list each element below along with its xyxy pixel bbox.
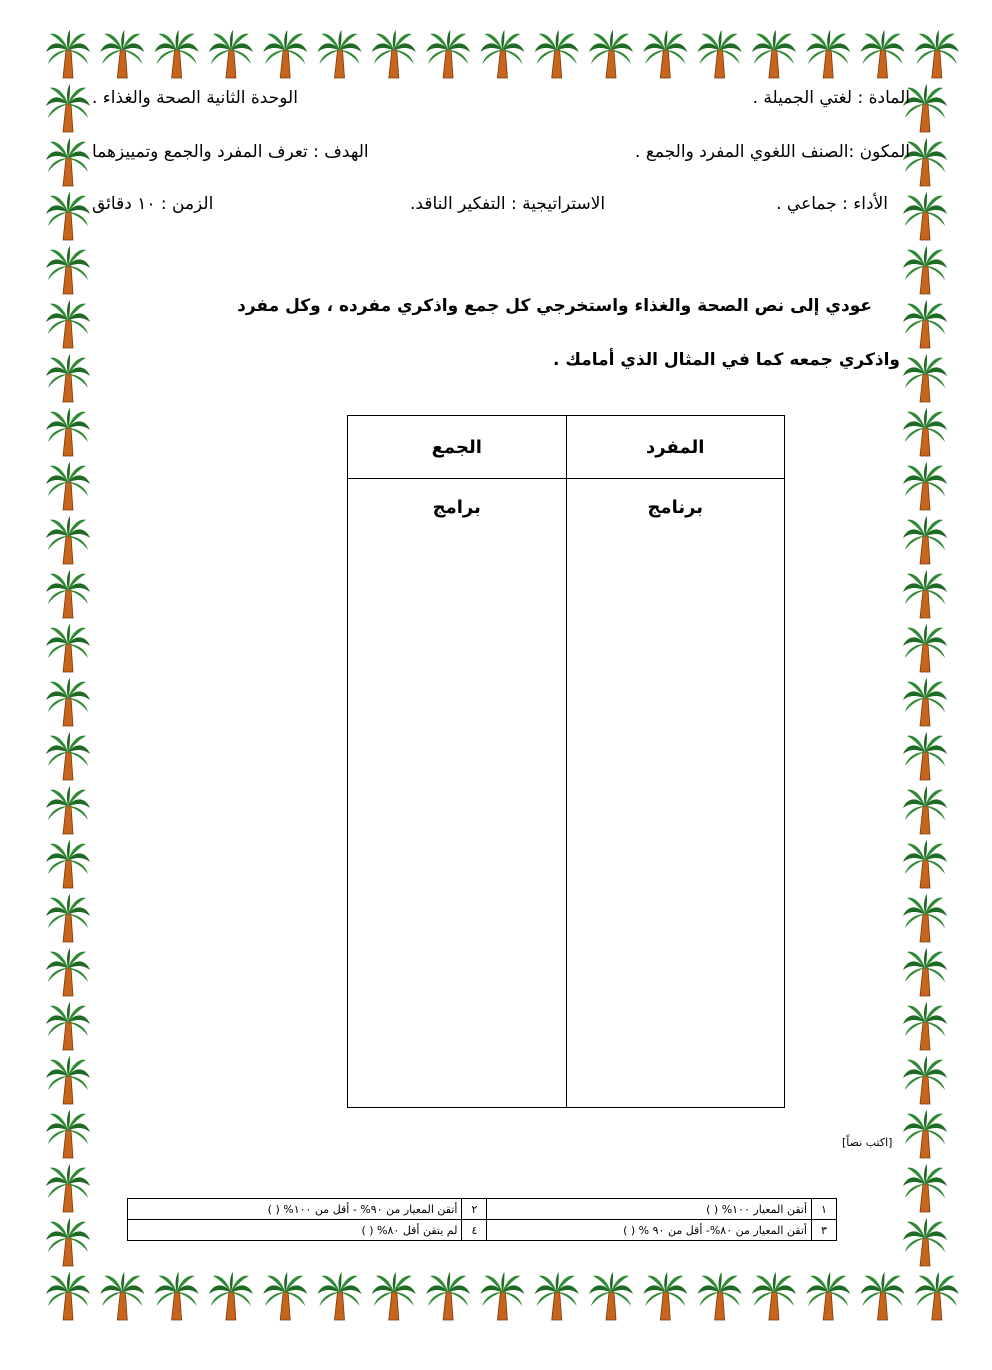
palm-tree-icon [263, 30, 307, 78]
palm-tree-icon [806, 1272, 850, 1320]
palm-tree-icon [903, 1110, 947, 1158]
palm-tree-icon [915, 1272, 959, 1320]
palm-tree-icon [46, 678, 90, 726]
palm-tree-icon [480, 1272, 524, 1320]
rubric-table [127, 1198, 837, 1241]
palm-tree-icon [46, 192, 90, 240]
palm-tree-icon [46, 138, 90, 186]
palm-tree-icon [46, 30, 90, 78]
palm-tree-icon [46, 1110, 90, 1158]
palm-tree-icon [903, 1002, 947, 1050]
palm-tree-icon [589, 1272, 633, 1320]
palm-tree-icon [372, 30, 416, 78]
rubric-number: ٤ [462, 1220, 487, 1241]
palm-tree-icon [46, 1272, 90, 1320]
instruction-line-1: عودي إلى نص الصحة والغذاء واستخرجي كل جمع واذكري مفرده ، وكل مفرد [237, 296, 872, 316]
palm-tree-icon [903, 1218, 947, 1266]
palm-tree-icon [209, 30, 253, 78]
palm-tree-icon [643, 30, 687, 78]
palm-tree-icon [903, 1056, 947, 1104]
palm-tree-icon [46, 1002, 90, 1050]
instruction-line-2: واذكري جمعه كما في المثال الذي أمامك . [553, 350, 900, 370]
rubric-number: ٣ [812, 1220, 837, 1241]
palm-tree-icon [903, 354, 947, 402]
palm-tree-icon [46, 624, 90, 672]
palm-tree-icon [698, 30, 742, 78]
rubric-row [128, 1199, 837, 1220]
palm-tree-icon [903, 678, 947, 726]
palm-tree-icon [46, 1218, 90, 1266]
time-label: الزمن : ١٠ دقائق [92, 194, 214, 214]
palm-tree-icon [903, 1164, 947, 1212]
palm-tree-icon [100, 1272, 144, 1320]
palm-tree-icon [46, 948, 90, 996]
singular-cell[interactable] [566, 479, 785, 1108]
palm-tree-icon [535, 30, 579, 78]
palm-tree-icon [46, 894, 90, 942]
plural-example: برامج [432, 497, 481, 518]
palm-tree-icon [903, 786, 947, 834]
performance-label: الأداء : جماعي . [776, 194, 888, 214]
palm-tree-icon [903, 624, 947, 672]
palm-tree-icon [46, 786, 90, 834]
palm-tree-icon [46, 516, 90, 564]
palm-tree-icon [46, 1056, 90, 1104]
rubric-number: ٢ [462, 1199, 487, 1220]
palm-tree-icon [861, 1272, 905, 1320]
palm-tree-icon [100, 30, 144, 78]
palm-tree-icon [318, 30, 362, 78]
rubric-criterion: أتقن المعيار من ٨٠%- أقل من ٩٠ % ( ) [487, 1220, 812, 1241]
palm-tree-icon [698, 1272, 742, 1320]
plural-header: الجمع [348, 416, 567, 479]
palm-tree-icon [46, 732, 90, 780]
goal-label: الهدف : تعرف المفرد والجمع وتمييزهما [92, 142, 369, 162]
palm-tree-icon [915, 30, 959, 78]
unit-label: الوحدة الثانية الصحة والغذاء . [92, 88, 298, 108]
palm-tree-icon [426, 1272, 470, 1320]
palm-tree-icon [903, 300, 947, 348]
palm-tree-icon [318, 1272, 362, 1320]
palm-tree-icon [46, 840, 90, 888]
palm-tree-icon [46, 462, 90, 510]
palm-tree-icon [752, 30, 796, 78]
palm-tree-icon [903, 840, 947, 888]
singular-plural-table [347, 415, 785, 1108]
palm-tree-icon [806, 30, 850, 78]
palm-tree-icon [903, 516, 947, 564]
rubric-criterion: أتقن المعيار ١٠٠% ( ) [487, 1199, 812, 1220]
strategy-label: الاستراتيجية : التفكير الناقد. [410, 194, 606, 214]
text-placeholder[interactable]: [اكتب نصاً] [842, 1136, 893, 1149]
rubric-criterion: أتقن المعيار من ٩٠% - أقل من ١٠٠% ( ) [128, 1199, 462, 1220]
singular-example: برنامج [647, 497, 704, 518]
rubric-number: ١ [812, 1199, 837, 1220]
palm-tree-icon [46, 408, 90, 456]
palm-tree-icon [46, 354, 90, 402]
palm-tree-icon [46, 246, 90, 294]
palm-tree-icon [155, 1272, 199, 1320]
palm-tree-icon [903, 948, 947, 996]
palm-tree-icon [46, 1164, 90, 1212]
palm-tree-icon [372, 1272, 416, 1320]
plural-cell[interactable] [348, 479, 567, 1108]
palm-tree-icon [903, 894, 947, 942]
palm-tree-icon [903, 246, 947, 294]
palm-tree-icon [589, 30, 633, 78]
palm-tree-icon [903, 732, 947, 780]
palm-tree-icon [480, 30, 524, 78]
table-row [348, 479, 785, 1108]
palm-tree-icon [426, 30, 470, 78]
palm-tree-icon [752, 1272, 796, 1320]
table-header-row [348, 416, 785, 479]
palm-tree-icon [903, 408, 947, 456]
palm-tree-icon [903, 192, 947, 240]
singular-header: المفرد [566, 416, 785, 479]
palm-tree-icon [155, 30, 199, 78]
palm-tree-icon [46, 570, 90, 618]
subject-label: المادة : لغتي الجميلة . [752, 88, 910, 108]
palm-tree-icon [903, 570, 947, 618]
palm-tree-icon [46, 84, 90, 132]
palm-tree-icon [903, 462, 947, 510]
palm-tree-icon [209, 1272, 253, 1320]
palm-tree-icon [643, 1272, 687, 1320]
rubric-criterion: لم يتقن أقل ٨٠% ( ) [128, 1220, 462, 1241]
rubric-row [128, 1220, 837, 1241]
palm-tree-icon [263, 1272, 307, 1320]
palm-tree-icon [46, 300, 90, 348]
component-label: المكون :الصنف اللغوي المفرد والجمع . [635, 142, 910, 162]
palm-tree-icon [535, 1272, 579, 1320]
palm-tree-icon [861, 30, 905, 78]
